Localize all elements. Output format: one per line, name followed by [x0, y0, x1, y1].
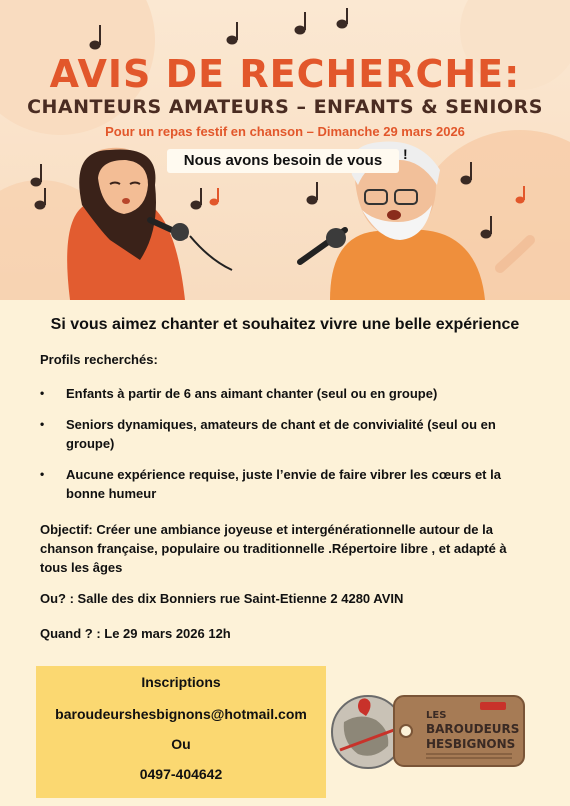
location-text: Ou? : Salle des dix Bonniers rue Saint-Etienne 2 4280 AVIN: [40, 591, 404, 606]
bullet-icon: •: [40, 467, 45, 481]
logo-graphic: [330, 660, 530, 800]
need-you-banner: Nous avons besoin de vous: [167, 149, 399, 173]
list-item: [40, 465, 530, 503]
signup-phone[interactable]: 0497-404642: [139, 766, 223, 782]
poster-title: AVIS DE RECHERCHE:: [49, 52, 521, 96]
list-item: [40, 384, 530, 403]
signup-email-link[interactable]: baroudeurshesbignons@hotmail.com: [55, 706, 307, 722]
logo-text-line1: LES: [426, 710, 447, 721]
list-item-text: Enfants à partir de 6 ans aimant chanter (seul ou en groupe): [66, 386, 438, 401]
date-time-text: Quand ? : Le 29 mars 2026 12h: [40, 626, 231, 641]
lead-text: Si vous aimez chanter et souhaitez vivre une belle expérience: [50, 316, 520, 333]
baroudeurs-logo: [330, 660, 530, 800]
profiles-heading: Profils recherchés:: [40, 352, 158, 367]
bullet-icon: •: [40, 417, 45, 431]
signup-heading: Inscriptions: [141, 674, 221, 690]
poster-tagline: Pour un repas festif en chanson – Dimanche 29 mars 2026: [105, 124, 465, 139]
logo-text-line2: BAROUDEURS: [426, 722, 520, 736]
list-item-text: Aucune expérience requise, juste l’envie de faire vibrer les cœurs et la bonne humeur: [66, 467, 501, 501]
poster-body: [0, 300, 570, 806]
list-item: [40, 415, 530, 453]
signup-box: [36, 666, 326, 798]
hero-banner: [0, 0, 570, 300]
poster-subtitle: CHANTEURS AMATEURS – ENFANTS & SENIORS: [27, 96, 543, 118]
need-you-exclamation: !: [403, 146, 408, 162]
signup-or-label: Ou: [171, 736, 191, 752]
profiles-list: [40, 384, 530, 515]
bullet-icon: •: [40, 386, 45, 400]
objective-text: Objectif: Créer une ambiance joyeuse et intergénérationnelle autour de la chanson française, populaire ou traditionnelle .Répertoire libre , et adapté à tous les âges: [40, 522, 507, 575]
list-item-text: Seniors dynamiques, amateurs de chant et de convivialité (seul ou en groupe): [66, 417, 496, 451]
logo-text-line3: HESBIGNONS: [426, 737, 516, 751]
